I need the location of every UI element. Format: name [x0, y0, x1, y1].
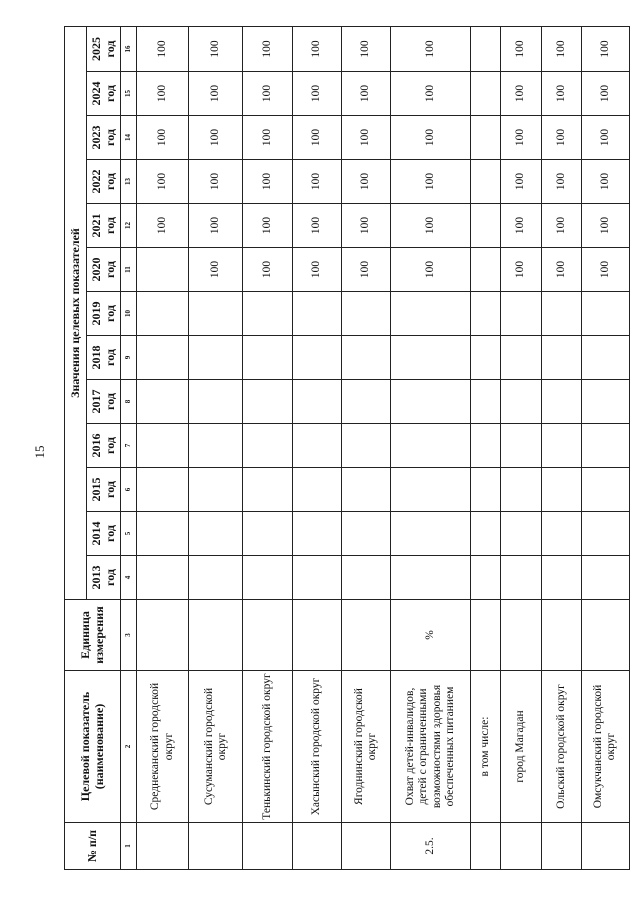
value-cell — [390, 424, 470, 468]
column-number: 6 — [121, 468, 137, 512]
column-number: 1 — [121, 823, 137, 870]
value-cell — [581, 380, 629, 424]
value-cell — [581, 556, 629, 600]
value-cell — [471, 160, 501, 204]
value-cell — [501, 512, 541, 556]
value-cell: 100 — [501, 204, 541, 248]
column-number: 9 — [121, 336, 137, 380]
year-header: 2019 год — [87, 292, 121, 336]
unit-cell — [341, 600, 390, 671]
unit-cell — [137, 600, 189, 671]
value-cell — [501, 292, 541, 336]
value-cell: 100 — [189, 72, 243, 116]
table-row — [292, 27, 341, 870]
value-cell — [471, 512, 501, 556]
table-row — [541, 27, 581, 870]
row-number — [541, 823, 581, 870]
value-cell — [501, 380, 541, 424]
value-cell — [243, 556, 292, 600]
value-cell — [390, 336, 470, 380]
value-cell — [471, 204, 501, 248]
value-cell — [390, 556, 470, 600]
value-cell: 100 — [581, 204, 629, 248]
value-cell — [501, 336, 541, 380]
value-cell: 100 — [541, 27, 581, 72]
value-cell: 100 — [189, 160, 243, 204]
year-header: 2016 год — [87, 424, 121, 468]
table-row — [137, 27, 189, 870]
indicator-name: город Магадан — [501, 671, 541, 823]
value-cell — [292, 468, 341, 512]
value-cell — [341, 292, 390, 336]
value-cell — [292, 556, 341, 600]
value-cell — [471, 468, 501, 512]
column-number: 3 — [121, 600, 137, 671]
value-cell — [137, 424, 189, 468]
value-cell — [581, 292, 629, 336]
value-cell: 100 — [243, 204, 292, 248]
indicator-name: Ольский городской округ — [541, 671, 581, 823]
row-number — [471, 823, 501, 870]
value-cell — [341, 336, 390, 380]
value-cell — [189, 468, 243, 512]
value-cell — [341, 556, 390, 600]
unit-cell: % — [390, 600, 470, 671]
header-num: № п/п — [65, 823, 121, 870]
value-cell — [189, 424, 243, 468]
value-cell — [243, 380, 292, 424]
value-cell — [341, 424, 390, 468]
header-values: Значения целевых показателей — [65, 27, 87, 600]
value-cell — [541, 468, 581, 512]
row-number — [341, 823, 390, 870]
value-cell: 100 — [390, 248, 470, 292]
value-cell — [581, 424, 629, 468]
value-cell: 100 — [292, 72, 341, 116]
value-cell — [541, 556, 581, 600]
year-header: 2013 год — [87, 556, 121, 600]
value-cell: 100 — [390, 116, 470, 160]
value-cell: 100 — [581, 72, 629, 116]
year-header: 2015 год — [87, 468, 121, 512]
value-cell — [189, 556, 243, 600]
value-cell: 100 — [292, 204, 341, 248]
value-cell — [501, 556, 541, 600]
value-cell — [471, 27, 501, 72]
value-cell: 100 — [243, 160, 292, 204]
unit-cell — [292, 600, 341, 671]
year-header: 2021 год — [87, 204, 121, 248]
indicator-name: Ягоднинский городской округ — [341, 671, 390, 823]
value-cell: 100 — [341, 248, 390, 292]
value-cell: 100 — [137, 116, 189, 160]
value-cell — [243, 292, 292, 336]
unit-cell — [541, 600, 581, 671]
value-cell: 100 — [292, 116, 341, 160]
value-cell — [471, 116, 501, 160]
value-cell — [189, 512, 243, 556]
column-number: 5 — [121, 512, 137, 556]
value-cell: 100 — [243, 27, 292, 72]
value-cell: 100 — [292, 160, 341, 204]
row-number — [189, 823, 243, 870]
value-cell — [292, 424, 341, 468]
value-cell: 100 — [541, 248, 581, 292]
value-cell — [341, 512, 390, 556]
value-cell: 100 — [341, 160, 390, 204]
indicators-table — [64, 26, 630, 870]
column-number: 12 — [121, 204, 137, 248]
unit-cell — [243, 600, 292, 671]
unit-cell — [581, 600, 629, 671]
table-row — [341, 27, 390, 870]
value-cell — [390, 380, 470, 424]
header-indicator: Целевой показатель (наименование) — [65, 671, 121, 823]
value-cell — [292, 292, 341, 336]
value-cell — [137, 292, 189, 336]
value-cell: 100 — [341, 72, 390, 116]
value-cell: 100 — [541, 204, 581, 248]
page-number: 15 — [32, 445, 47, 459]
column-number: 2 — [121, 671, 137, 823]
row-number: 2.5. — [390, 823, 470, 870]
row-number — [581, 823, 629, 870]
column-numbers-row — [121, 27, 137, 870]
column-number: 8 — [121, 380, 137, 424]
value-cell: 100 — [581, 116, 629, 160]
column-number: 10 — [121, 292, 137, 336]
value-cell: 100 — [501, 72, 541, 116]
value-cell: 100 — [390, 160, 470, 204]
value-cell — [471, 248, 501, 292]
value-cell — [137, 512, 189, 556]
value-cell — [341, 380, 390, 424]
value-cell — [137, 248, 189, 292]
indicator-name: Омсукчанский городской округ — [581, 671, 629, 823]
value-cell — [471, 72, 501, 116]
value-cell: 100 — [243, 116, 292, 160]
column-number: 11 — [121, 248, 137, 292]
value-cell — [243, 512, 292, 556]
column-number: 4 — [121, 556, 137, 600]
unit-cell — [471, 600, 501, 671]
header-unit: Единица измерения — [65, 600, 121, 671]
value-cell: 100 — [292, 27, 341, 72]
value-cell — [471, 424, 501, 468]
value-cell — [501, 424, 541, 468]
year-header: 2022 год — [87, 160, 121, 204]
year-header: 2025 год — [87, 27, 121, 72]
value-cell: 100 — [189, 116, 243, 160]
unit-cell — [501, 600, 541, 671]
value-cell: 100 — [390, 27, 470, 72]
value-cell: 100 — [137, 72, 189, 116]
table-body — [137, 27, 630, 870]
value-cell — [137, 556, 189, 600]
value-cell — [243, 468, 292, 512]
indicator-name: Тенькинский городской округ — [243, 671, 292, 823]
column-number: 15 — [121, 72, 137, 116]
value-cell: 100 — [292, 248, 341, 292]
value-cell: 100 — [189, 27, 243, 72]
row-number — [292, 823, 341, 870]
value-cell: 100 — [243, 72, 292, 116]
value-cell — [189, 380, 243, 424]
indicator-name: Сусуманский городской округ — [189, 671, 243, 823]
indicator-name: в том числе: — [471, 671, 501, 823]
value-cell: 100 — [501, 248, 541, 292]
value-cell: 100 — [137, 204, 189, 248]
column-number: 14 — [121, 116, 137, 160]
column-number: 16 — [121, 27, 137, 72]
value-cell — [471, 336, 501, 380]
table-row — [581, 27, 629, 870]
value-cell — [243, 336, 292, 380]
column-number: 7 — [121, 424, 137, 468]
indicator-name: Среднеканский городской округ — [137, 671, 189, 823]
value-cell: 100 — [501, 160, 541, 204]
value-cell — [189, 336, 243, 380]
value-cell — [581, 336, 629, 380]
value-cell: 100 — [541, 160, 581, 204]
value-cell: 100 — [541, 72, 581, 116]
value-cell — [390, 292, 470, 336]
value-cell: 100 — [137, 27, 189, 72]
rotated-table-container — [64, 27, 630, 870]
year-header: 2014 год — [87, 512, 121, 556]
value-cell — [341, 468, 390, 512]
year-header: 2017 год — [87, 380, 121, 424]
indicator-name: Охват детей-инвалидов, детей с ограниченными возможностями здоровья обеспеченных питанием — [390, 671, 470, 823]
value-cell: 100 — [137, 160, 189, 204]
row-number — [137, 823, 189, 870]
value-cell: 100 — [501, 116, 541, 160]
value-cell: 100 — [581, 248, 629, 292]
value-cell: 100 — [341, 27, 390, 72]
value-cell — [541, 512, 581, 556]
row-number — [243, 823, 292, 870]
value-cell — [541, 292, 581, 336]
table-row — [243, 27, 292, 870]
value-cell — [292, 512, 341, 556]
value-cell — [137, 336, 189, 380]
value-cell: 100 — [189, 248, 243, 292]
value-cell — [541, 380, 581, 424]
value-cell: 100 — [243, 248, 292, 292]
value-cell — [471, 380, 501, 424]
value-cell — [137, 380, 189, 424]
value-cell — [243, 424, 292, 468]
value-cell: 100 — [541, 116, 581, 160]
value-cell: 100 — [390, 72, 470, 116]
value-cell — [541, 336, 581, 380]
year-header: 2023 год — [87, 116, 121, 160]
table-row — [471, 27, 501, 870]
unit-cell — [189, 600, 243, 671]
value-cell: 100 — [581, 27, 629, 72]
value-cell — [471, 292, 501, 336]
value-cell — [471, 556, 501, 600]
value-cell: 100 — [581, 160, 629, 204]
value-cell: 100 — [341, 116, 390, 160]
value-cell: 100 — [390, 204, 470, 248]
table-row — [501, 27, 541, 870]
value-cell — [581, 512, 629, 556]
year-header: 2024 год — [87, 72, 121, 116]
indicator-name: Хасынский городской округ — [292, 671, 341, 823]
value-cell — [390, 468, 470, 512]
value-cell: 100 — [501, 27, 541, 72]
year-header: 2018 год — [87, 336, 121, 380]
value-cell — [189, 292, 243, 336]
value-cell: 100 — [341, 204, 390, 248]
value-cell — [501, 468, 541, 512]
value-cell — [292, 336, 341, 380]
value-cell — [541, 424, 581, 468]
table-row — [189, 27, 243, 870]
row-number — [501, 823, 541, 870]
table-row — [390, 27, 470, 870]
value-cell — [137, 468, 189, 512]
year-header: 2020 год — [87, 248, 121, 292]
value-cell: 100 — [189, 204, 243, 248]
column-number: 13 — [121, 160, 137, 204]
value-cell — [581, 468, 629, 512]
value-cell — [292, 380, 341, 424]
value-cell — [390, 512, 470, 556]
